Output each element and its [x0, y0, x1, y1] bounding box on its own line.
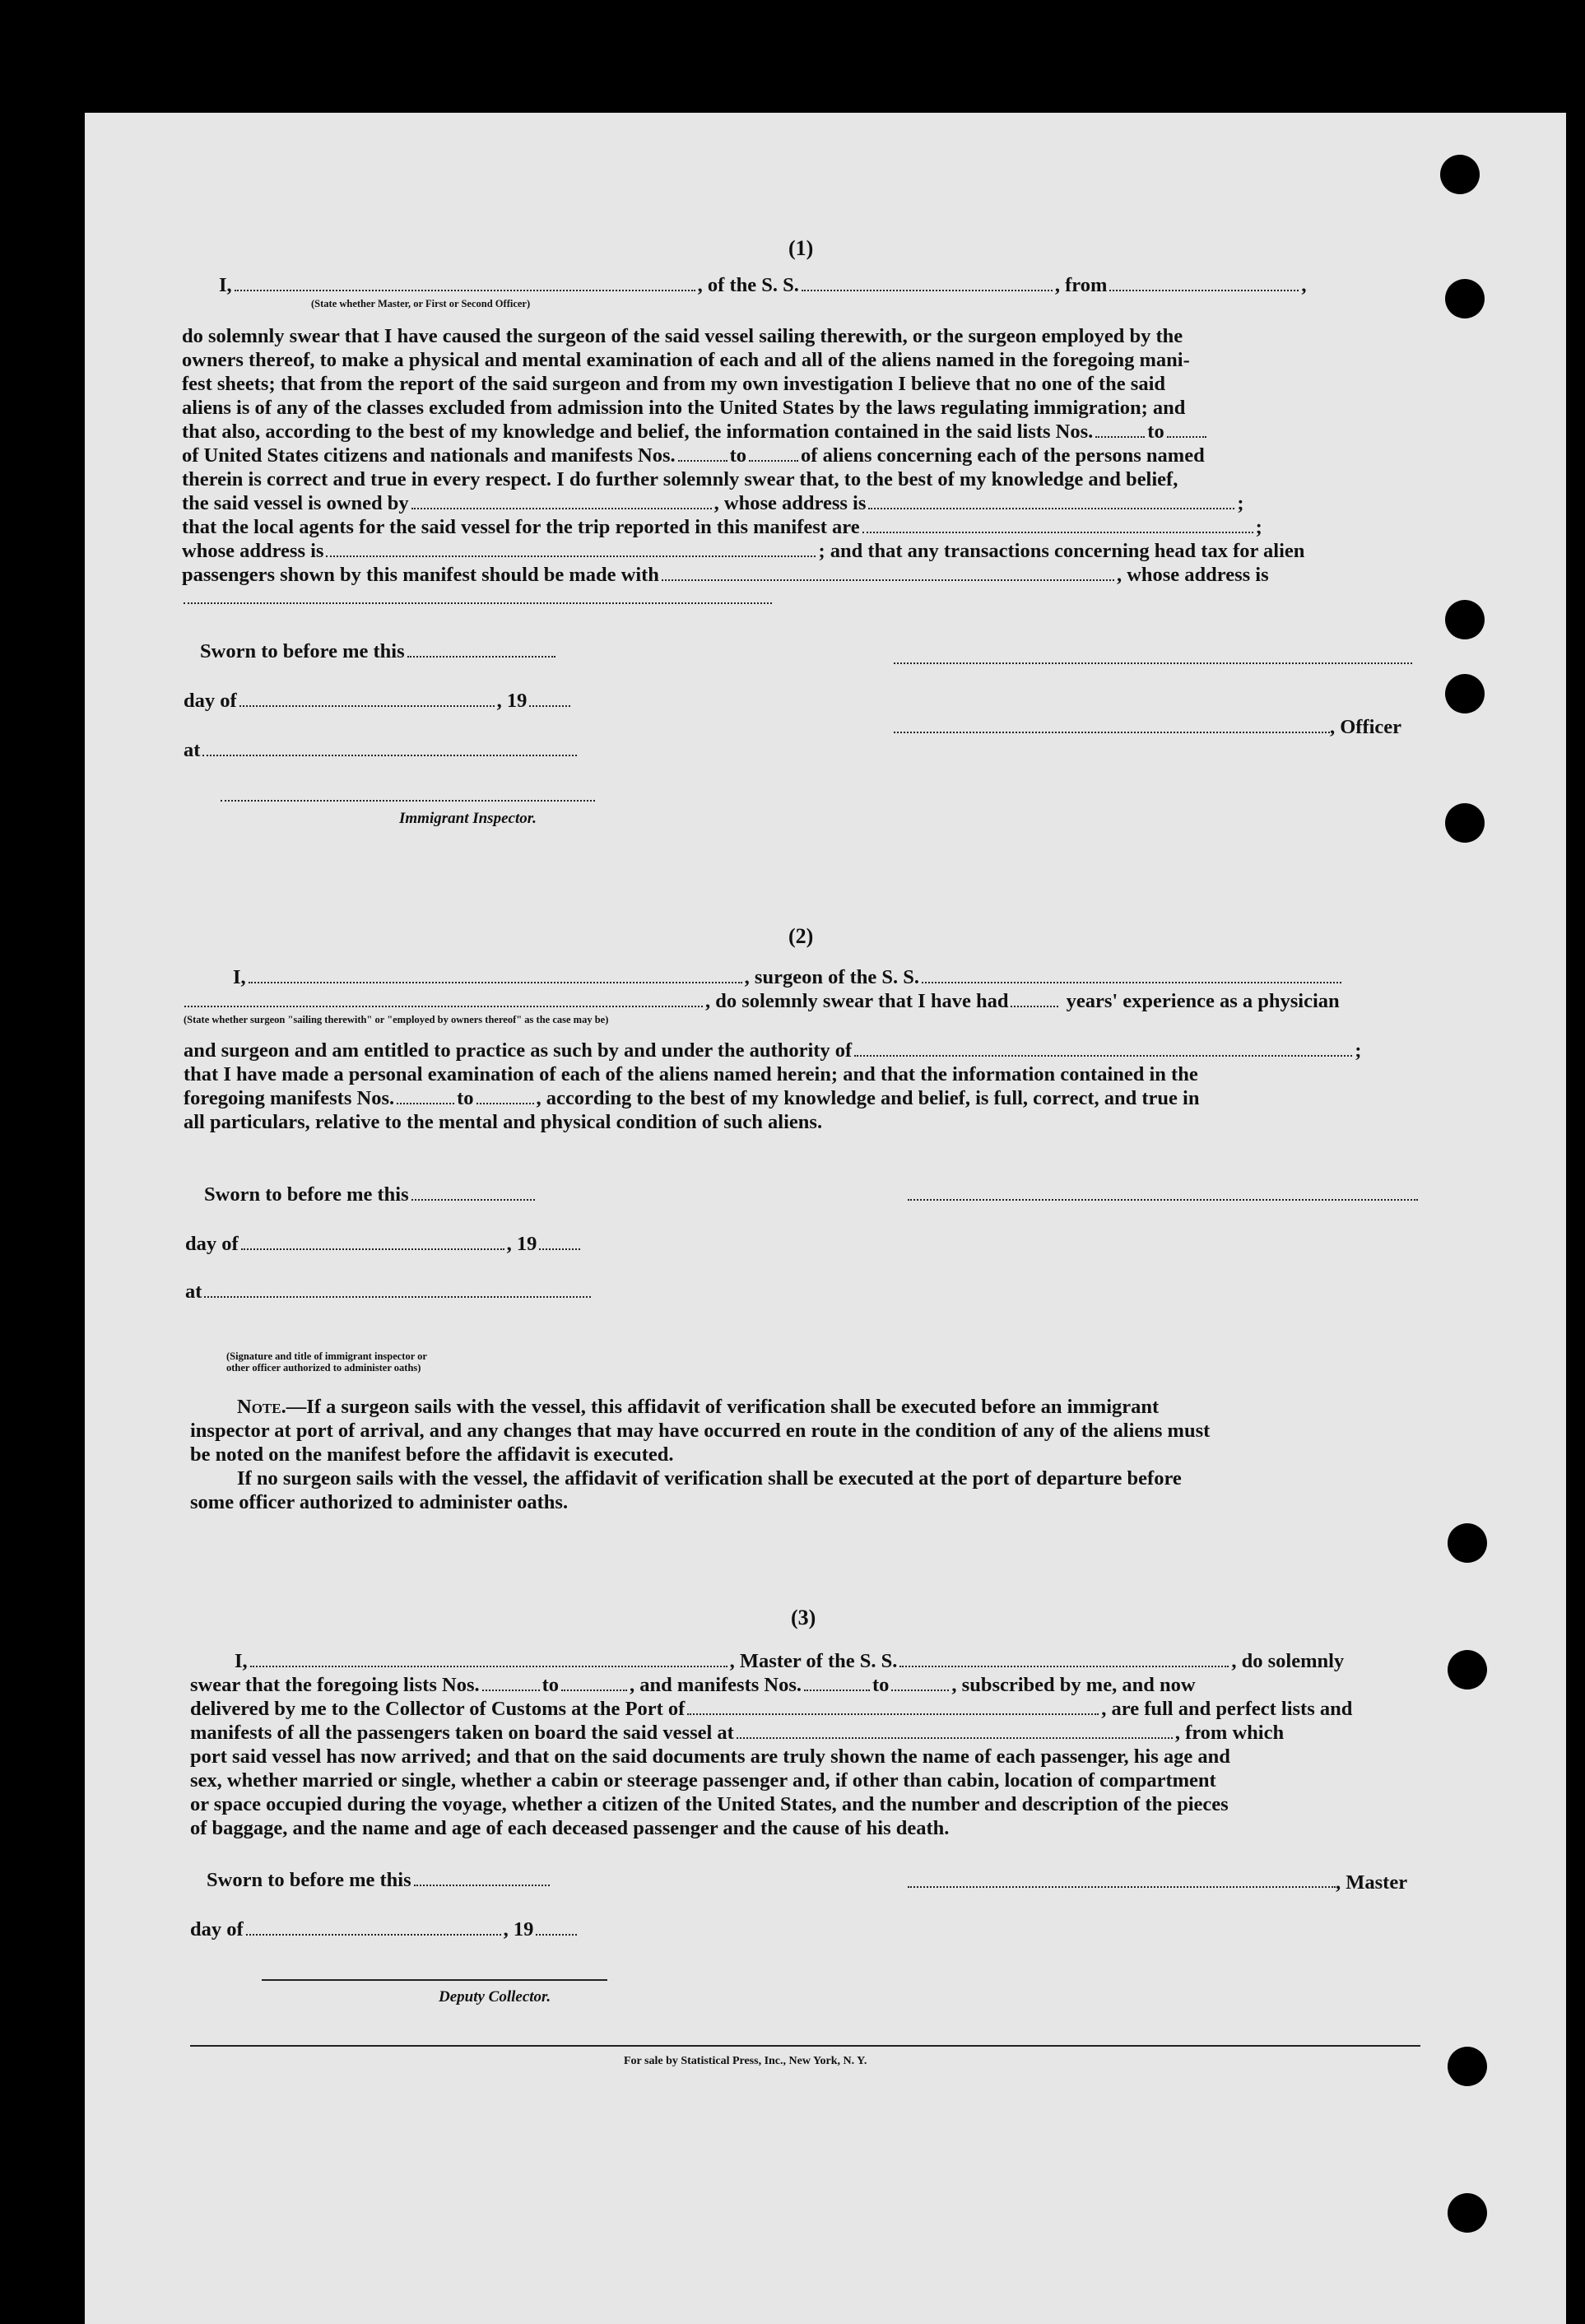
s2-signature-line — [908, 1199, 1418, 1201]
s2-sworn: Sworn to before me this — [204, 1183, 537, 1206]
s2-note-line4: If no surgeon sails with the vessel, the affidavit of verification shall be executed at the port of departure before — [237, 1467, 1182, 1490]
s3-para-line1: port said vessel has now arrived; and that on the said documents are truly shown the name of each passenger, his age and — [190, 1745, 1230, 1768]
footer-printer: For sale by Statistical Press, Inc., New York, N. Y. — [624, 2055, 867, 2067]
s2-note-line1: Note.—If a surgeon sails with the vessel, this affidavit of verification shall be executed before an immigrant — [237, 1396, 1160, 1418]
s1-para-line9: that the local agents for the said vessel for the trip reported in this manifest are ; — [182, 516, 1262, 538]
s3-line4: manifests of all the passengers taken on board the said vessel at , from which — [190, 1722, 1285, 1744]
s2-line1: I, , surgeon of the S. S. — [233, 965, 1344, 989]
s1-officer-line — [894, 732, 1330, 733]
punch-hole — [1445, 600, 1485, 639]
s2-note-line5: some officer authorized to administer oaths. — [190, 1491, 569, 1513]
punch-hole — [1448, 2047, 1487, 2086]
s1-day-of: day of , 19 — [184, 689, 573, 713]
s1-para-line3: fest sheets; that from the report of the said surgeon and from my own investigation I believe that no one of the said — [182, 373, 1165, 395]
s3-line3: delivered by me to the Collector of Customs at the Port of , are full and perfect lists and — [190, 1698, 1353, 1720]
s1-address-line — [184, 602, 772, 604]
s1-line1: I, , of the S. S. , from , — [219, 274, 1307, 296]
s2-note-line3: be noted on the manifest before the affidavit is executed. — [190, 1443, 674, 1466]
s2-signature-note-1: (Signature and title of immigrant inspector or — [226, 1350, 427, 1362]
s3-sworn: Sworn to before me this — [207, 1868, 552, 1892]
footer-rule — [190, 2045, 1420, 2047]
s2-at: at — [185, 1280, 593, 1304]
s1-para-line6: of United States citizens and nationals and manifests Nos. to of aliens concerning each of the persons named — [182, 444, 1205, 467]
s2-para-line1: and surgeon and am entitled to practice as such by and under the authority of ; — [184, 1039, 1362, 1062]
s2-para-line3: foregoing manifests Nos. to , according to the best of my knowledge and belief, is full, correct, and true in — [184, 1087, 1200, 1109]
s2-day-of: day of , 19 — [185, 1232, 583, 1256]
punch-hole — [1445, 803, 1485, 843]
manifest-back-page — [85, 113, 1566, 2324]
s2-state-note: (State whether surgeon "sailing therewith" or "employed by owners thereof" as the case may be) — [184, 1014, 609, 1025]
s1-para-line4: aliens is of any of the classes excluded from admission into the United States by the laws regulating immigration; and — [182, 397, 1186, 419]
punch-hole — [1445, 279, 1485, 318]
s1-signature-line — [894, 662, 1412, 664]
s3-para-line4: of baggage, and the name and age of each deceased passenger and the cause of his death. — [190, 1817, 950, 1839]
punch-hole — [1448, 1650, 1487, 1690]
s3-collector-line — [262, 1979, 607, 1981]
s3-day-of: day of , 19 — [190, 1917, 579, 1941]
section-3-number: (3) — [791, 1606, 816, 1629]
s3-line2: swear that the foregoing lists Nos. to , and manifests Nos. to , subscribed by me, and now — [190, 1674, 1196, 1696]
s1-para-line8: the said vessel is owned by , whose address is ; — [182, 492, 1244, 514]
s3-master-label: , Master — [1336, 1871, 1408, 1894]
section-1-number: (1) — [788, 236, 814, 260]
s2-signature-note-2: other officer authorized to administer oaths) — [226, 1362, 421, 1373]
s1-para-line1: do solemnly swear that I have caused the surgeon of the said vessel sailing therewith, or the surgeon employed by the — [182, 325, 1183, 347]
punch-hole — [1448, 1523, 1487, 1563]
s1-state-note: (State whether Master, or First or Second Officer) — [311, 298, 531, 309]
s1-at: at — [184, 738, 579, 762]
s2-para-line2: that I have made a personal examination of each of the aliens named herein; and that the information contained in the — [184, 1063, 1198, 1085]
s1-para-line10: whose address is ; and that any transactions concerning head tax for alien — [182, 540, 1305, 562]
s3-para-line2: sex, whether married or single, whether a cabin or steerage passenger and, if other than cabin, location of compartment — [190, 1769, 1216, 1792]
s2-note-line2: inspector at port of arrival, and any changes that may have occurred en route in the condition of any of the aliens must — [190, 1420, 1211, 1442]
s1-para-line7: therein is correct and true in every respect. I do further solemnly swear that, to the best of my knowledge and belief, — [182, 468, 1178, 490]
s1-para-line5: that also, according to the best of my knowledge and belief, the information contained in the said lists Nos. to — [182, 420, 1209, 444]
s3-line1: I, , Master of the S. S. , do solemnly — [235, 1650, 1345, 1672]
s1-sworn: Sworn to before me this — [200, 639, 558, 663]
punch-hole — [1445, 674, 1485, 713]
s2-para-line4: all particulars, relative to the mental and physical condition of such aliens. — [184, 1111, 823, 1133]
s1-officer-label: , Officer — [1330, 716, 1402, 738]
s1-para-line2: owners thereof, to make a physical and mental examination of each and all of the aliens named in the foregoing mani- — [182, 349, 1190, 371]
s3-master-line — [908, 1886, 1336, 1888]
s1-inspector-line — [221, 800, 595, 802]
s3-collector-label: Deputy Collector. — [439, 1988, 551, 2006]
punch-hole — [1440, 155, 1480, 194]
section-2-number: (2) — [788, 924, 814, 948]
punch-hole — [1448, 2193, 1487, 2233]
s1-para-line11: passengers shown by this manifest should be made with , whose address is — [182, 564, 1269, 586]
s3-para-line3: or space occupied during the voyage, whether a citizen of the United States, and the number and description of the pieces — [190, 1793, 1229, 1815]
s1-inspector-label: Immigrant Inspector. — [399, 810, 537, 827]
s2-line2: , do solemnly swear that I have had years' experience as a physician — [182, 989, 1340, 1013]
